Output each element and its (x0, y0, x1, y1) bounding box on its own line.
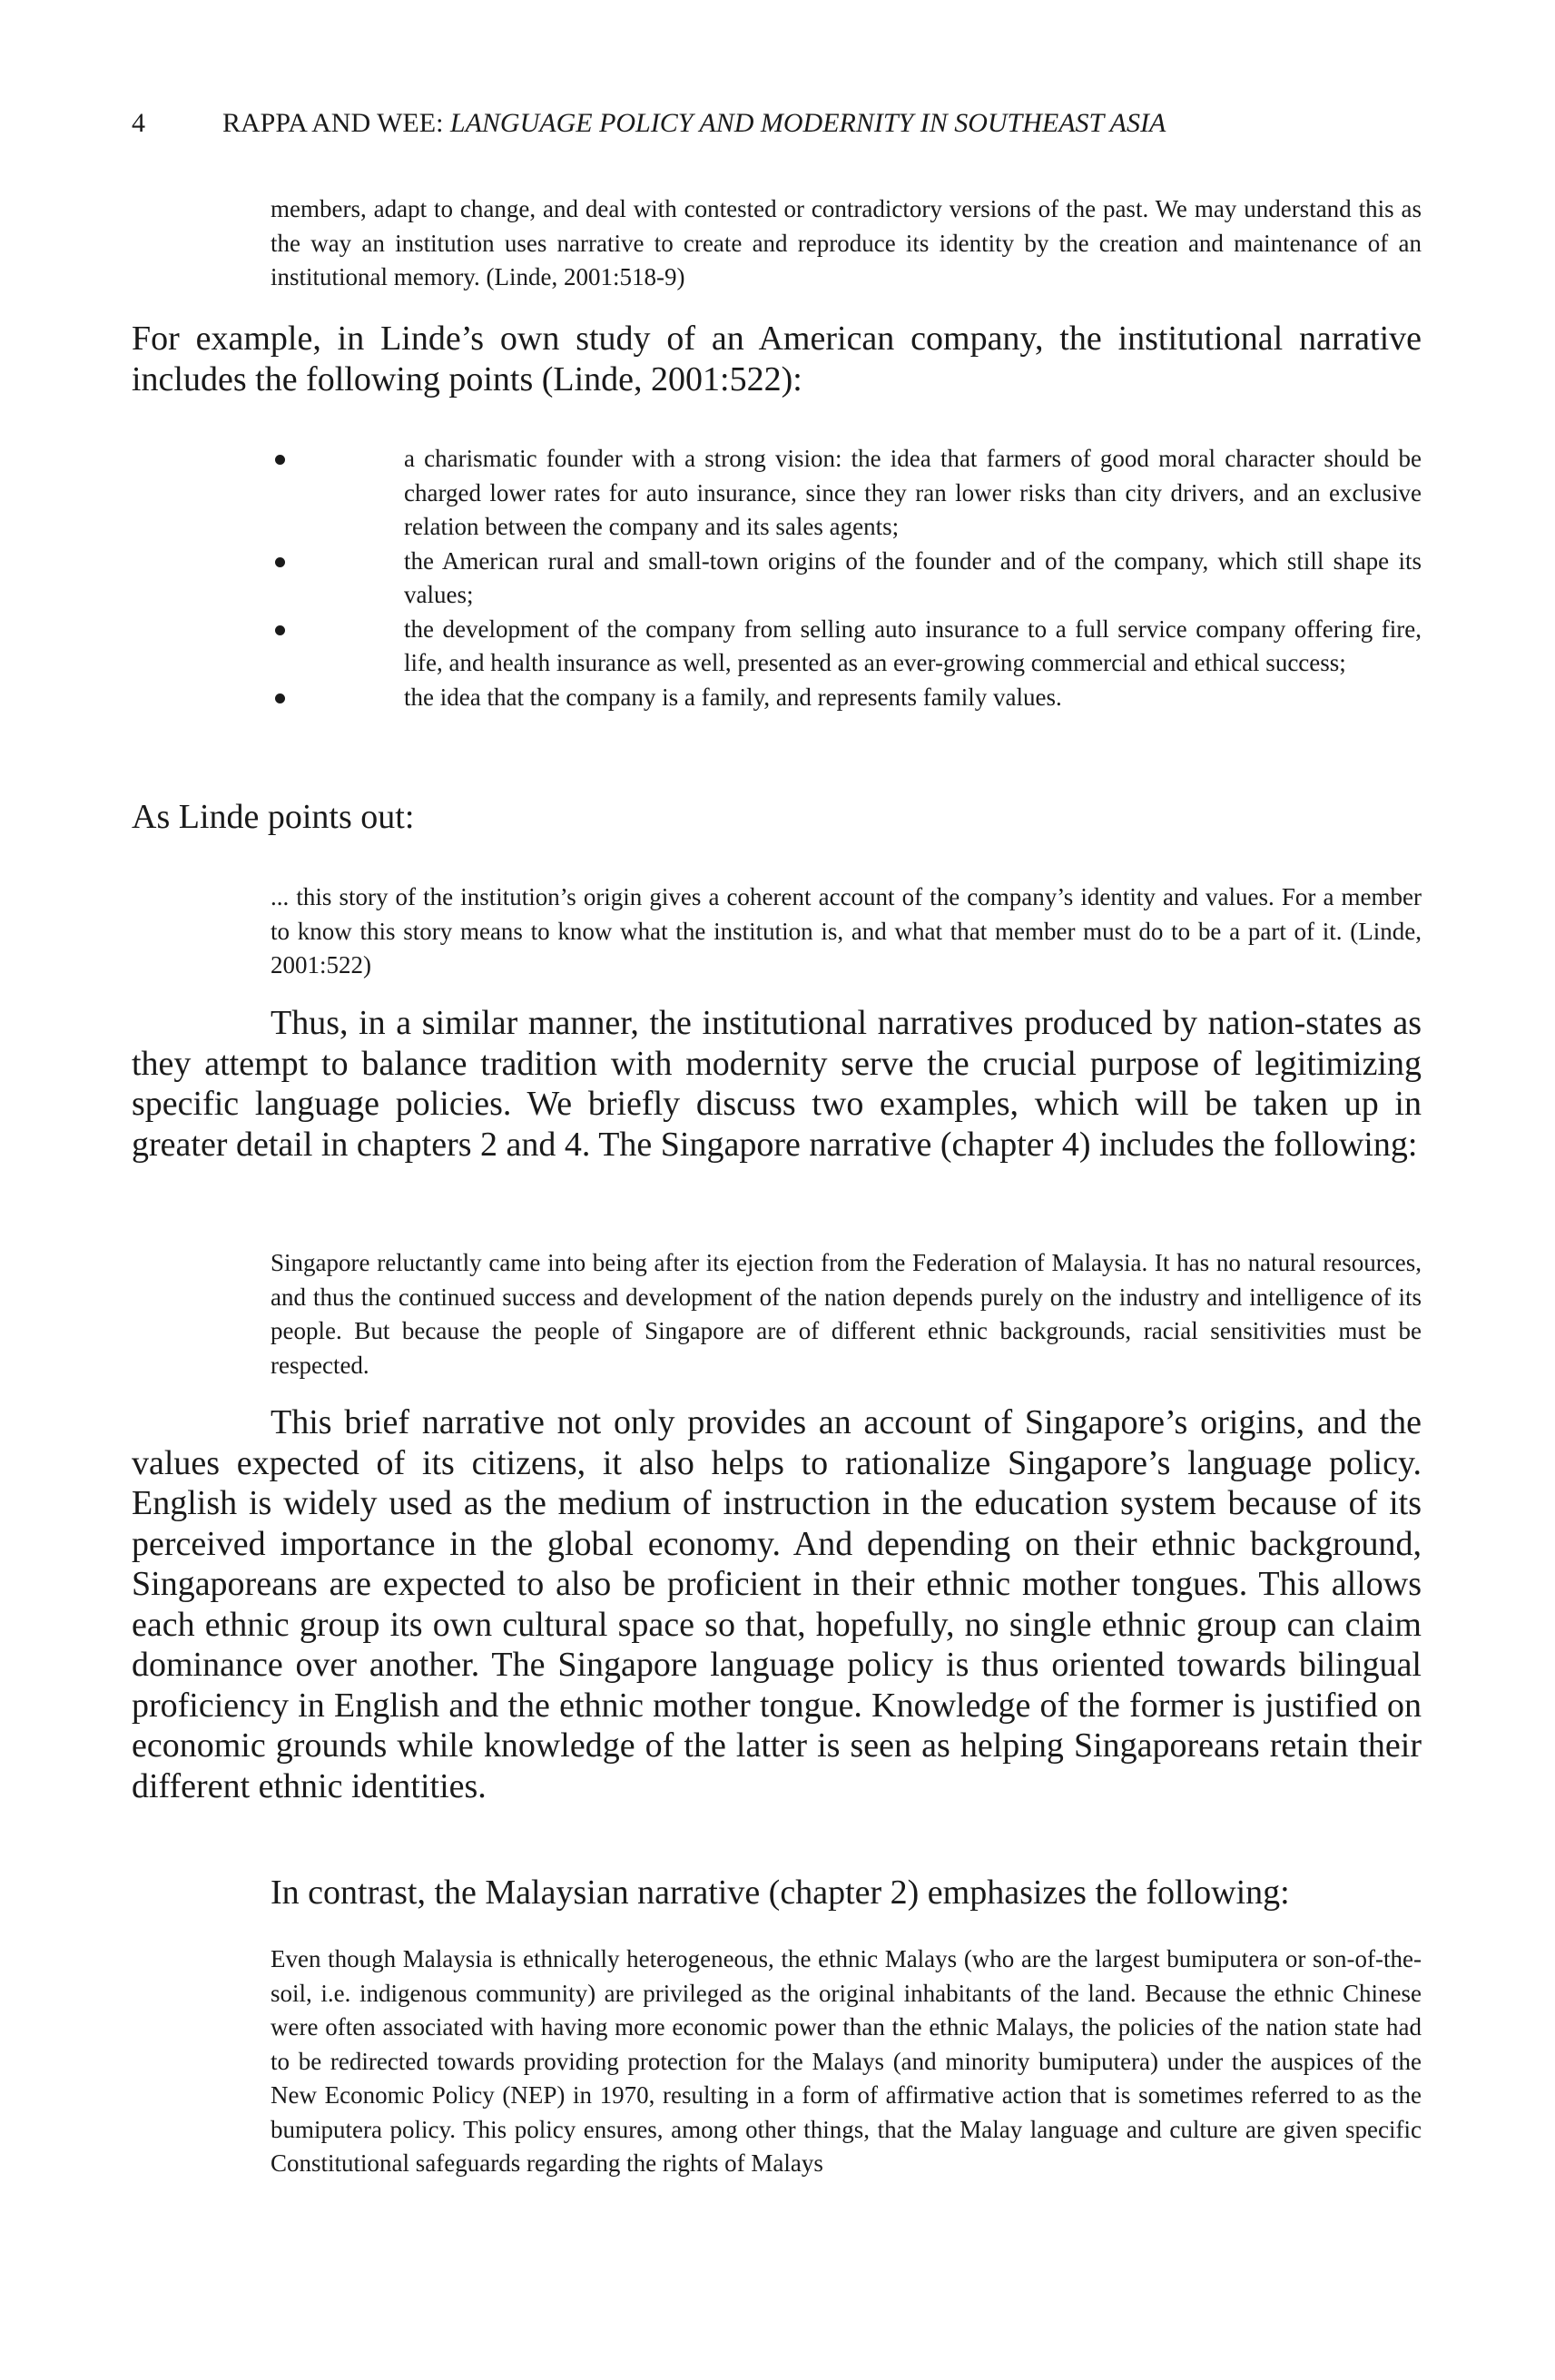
paragraph-linde-example: For example, in Linde’s own study of an American company, the institutional narrative includes the following points (Linde, 2001:522): (132, 320, 1422, 398)
block-quote-linde: ... this story of the institution’s origin gives a coherent account of the company’s identity and values. For a member to know this story means to know what the institution is, and what that member must do to be a part of it. (Linde, 2001:522) (271, 883, 1422, 979)
bullet-icon (275, 693, 285, 703)
bullet-text: the idea that the company is a family, and represents family values. (404, 683, 1062, 711)
bullet-text: a charismatic founder with a strong vision: the idea that farmers of good moral character should be charged lower rates for auto insurance, since they ran lower risks than city drivers, and an exclusive relation between the company and its sales agents; (404, 445, 1422, 540)
bullet-list-company-narrative (271, 442, 1422, 714)
running-header (132, 107, 1439, 140)
bullet-item (271, 545, 1422, 613)
bullet-item (271, 681, 1422, 715)
header-book-title: LANGUAGE POLICY AND MODERNITY IN SOUTHEAST ASIA (449, 108, 1166, 138)
bullet-item (271, 613, 1422, 681)
bullet-text: the American rural and small-town origins of the founder and of the company, which still shape its values; (404, 546, 1422, 608)
paragraph-singapore-policy: This brief narrative not only provides an account of Singapore’s origins, and the values expected of its citizens, it also helps to rationalize Singapore’s language policy. English is widely used as the medium of instruction in the education system because of its perceived importance in the global economy. And depending on their ethnic background, Singaporeans are expected to also be proficient in their ethnic mother tongues. This allows each ethnic group its own cultural space so that, hopefully, no single ethnic group can claim dominance over another. The Singapore language policy is thus oriented towards bilingual proficiency in English and the ethnic mother tongue. Knowledge of the former is justified on economic grounds while knowledge of the latter is seen as helping Singaporeans retain their different ethnic identities. (132, 1403, 1422, 1805)
paragraph-nation-states: Thus, in a similar manner, the institutional narratives produced by nation-states as they attempt to balance tradition with modernity serve the crucial purpose of legitimizing specific language policies. We briefly discuss two examples, which will be taken up in greater detail in chapters 2 and 4. The Singapore narrative (chapter 4) includes the following: (132, 1004, 1422, 1164)
paragraph-malaysia-intro: In contrast, the Malaysian narrative (chapter 2) emphasizes the following: (271, 1874, 1290, 1912)
block-quote-singapore: Singapore reluctantly came into being after its ejection from the Federation of Malaysia. It has no natural resources, and thus the continued success and development of the nation depends purely on the industry and intelligence of its people. But because the people of Singapore are of different ethnic backgrounds, racial sensitivities must be respected. (271, 1249, 1422, 1379)
block-quote-malaysia: Even though Malaysia is ethnically heterogeneous, the ethnic Malays (who are the largest bumiputera or son-of-the-soil, i.e. indigenous community) are privileged as the original inhabitants of the land. Because the ethnic Chinese were often associated with having more economic power than the ethnic Malays, the policies of the nation state had to be redirected towards providing protection for the Malays (and minority bumiputera) under the auspices of the New Economic Policy (NEP) in 1970, resulting in a form of affirmative action that is sometimes referred to as the bumiputera policy. This policy ensures, among other things, that the Malay language and culture are given specific Constitutional safeguards regarding the rights of Malays (271, 1945, 1422, 2177)
page-number: 4 (132, 108, 145, 138)
header-authors: RAPPA AND WEE: (222, 108, 450, 138)
bullet-icon (275, 557, 285, 567)
bullet-text: the development of the company from selling auto insurance to a full service company offering fire, life, and health insurance as well, presented as an ever-growing commercial and ethical success; (404, 615, 1422, 676)
bullet-icon (275, 625, 285, 635)
paragraph-linde-intro: As Linde points out: (132, 798, 415, 836)
bullet-item (271, 442, 1422, 545)
bullet-icon (275, 455, 285, 465)
block-quote-institutional-memory: members, adapt to change, and deal with contested or contradictory versions of the past. We may understand this as the way an institution uses narrative to create and reproduce its identity by the creation and maintenance of an institutional memory. (Linde, 2001:518-9) (271, 195, 1422, 290)
